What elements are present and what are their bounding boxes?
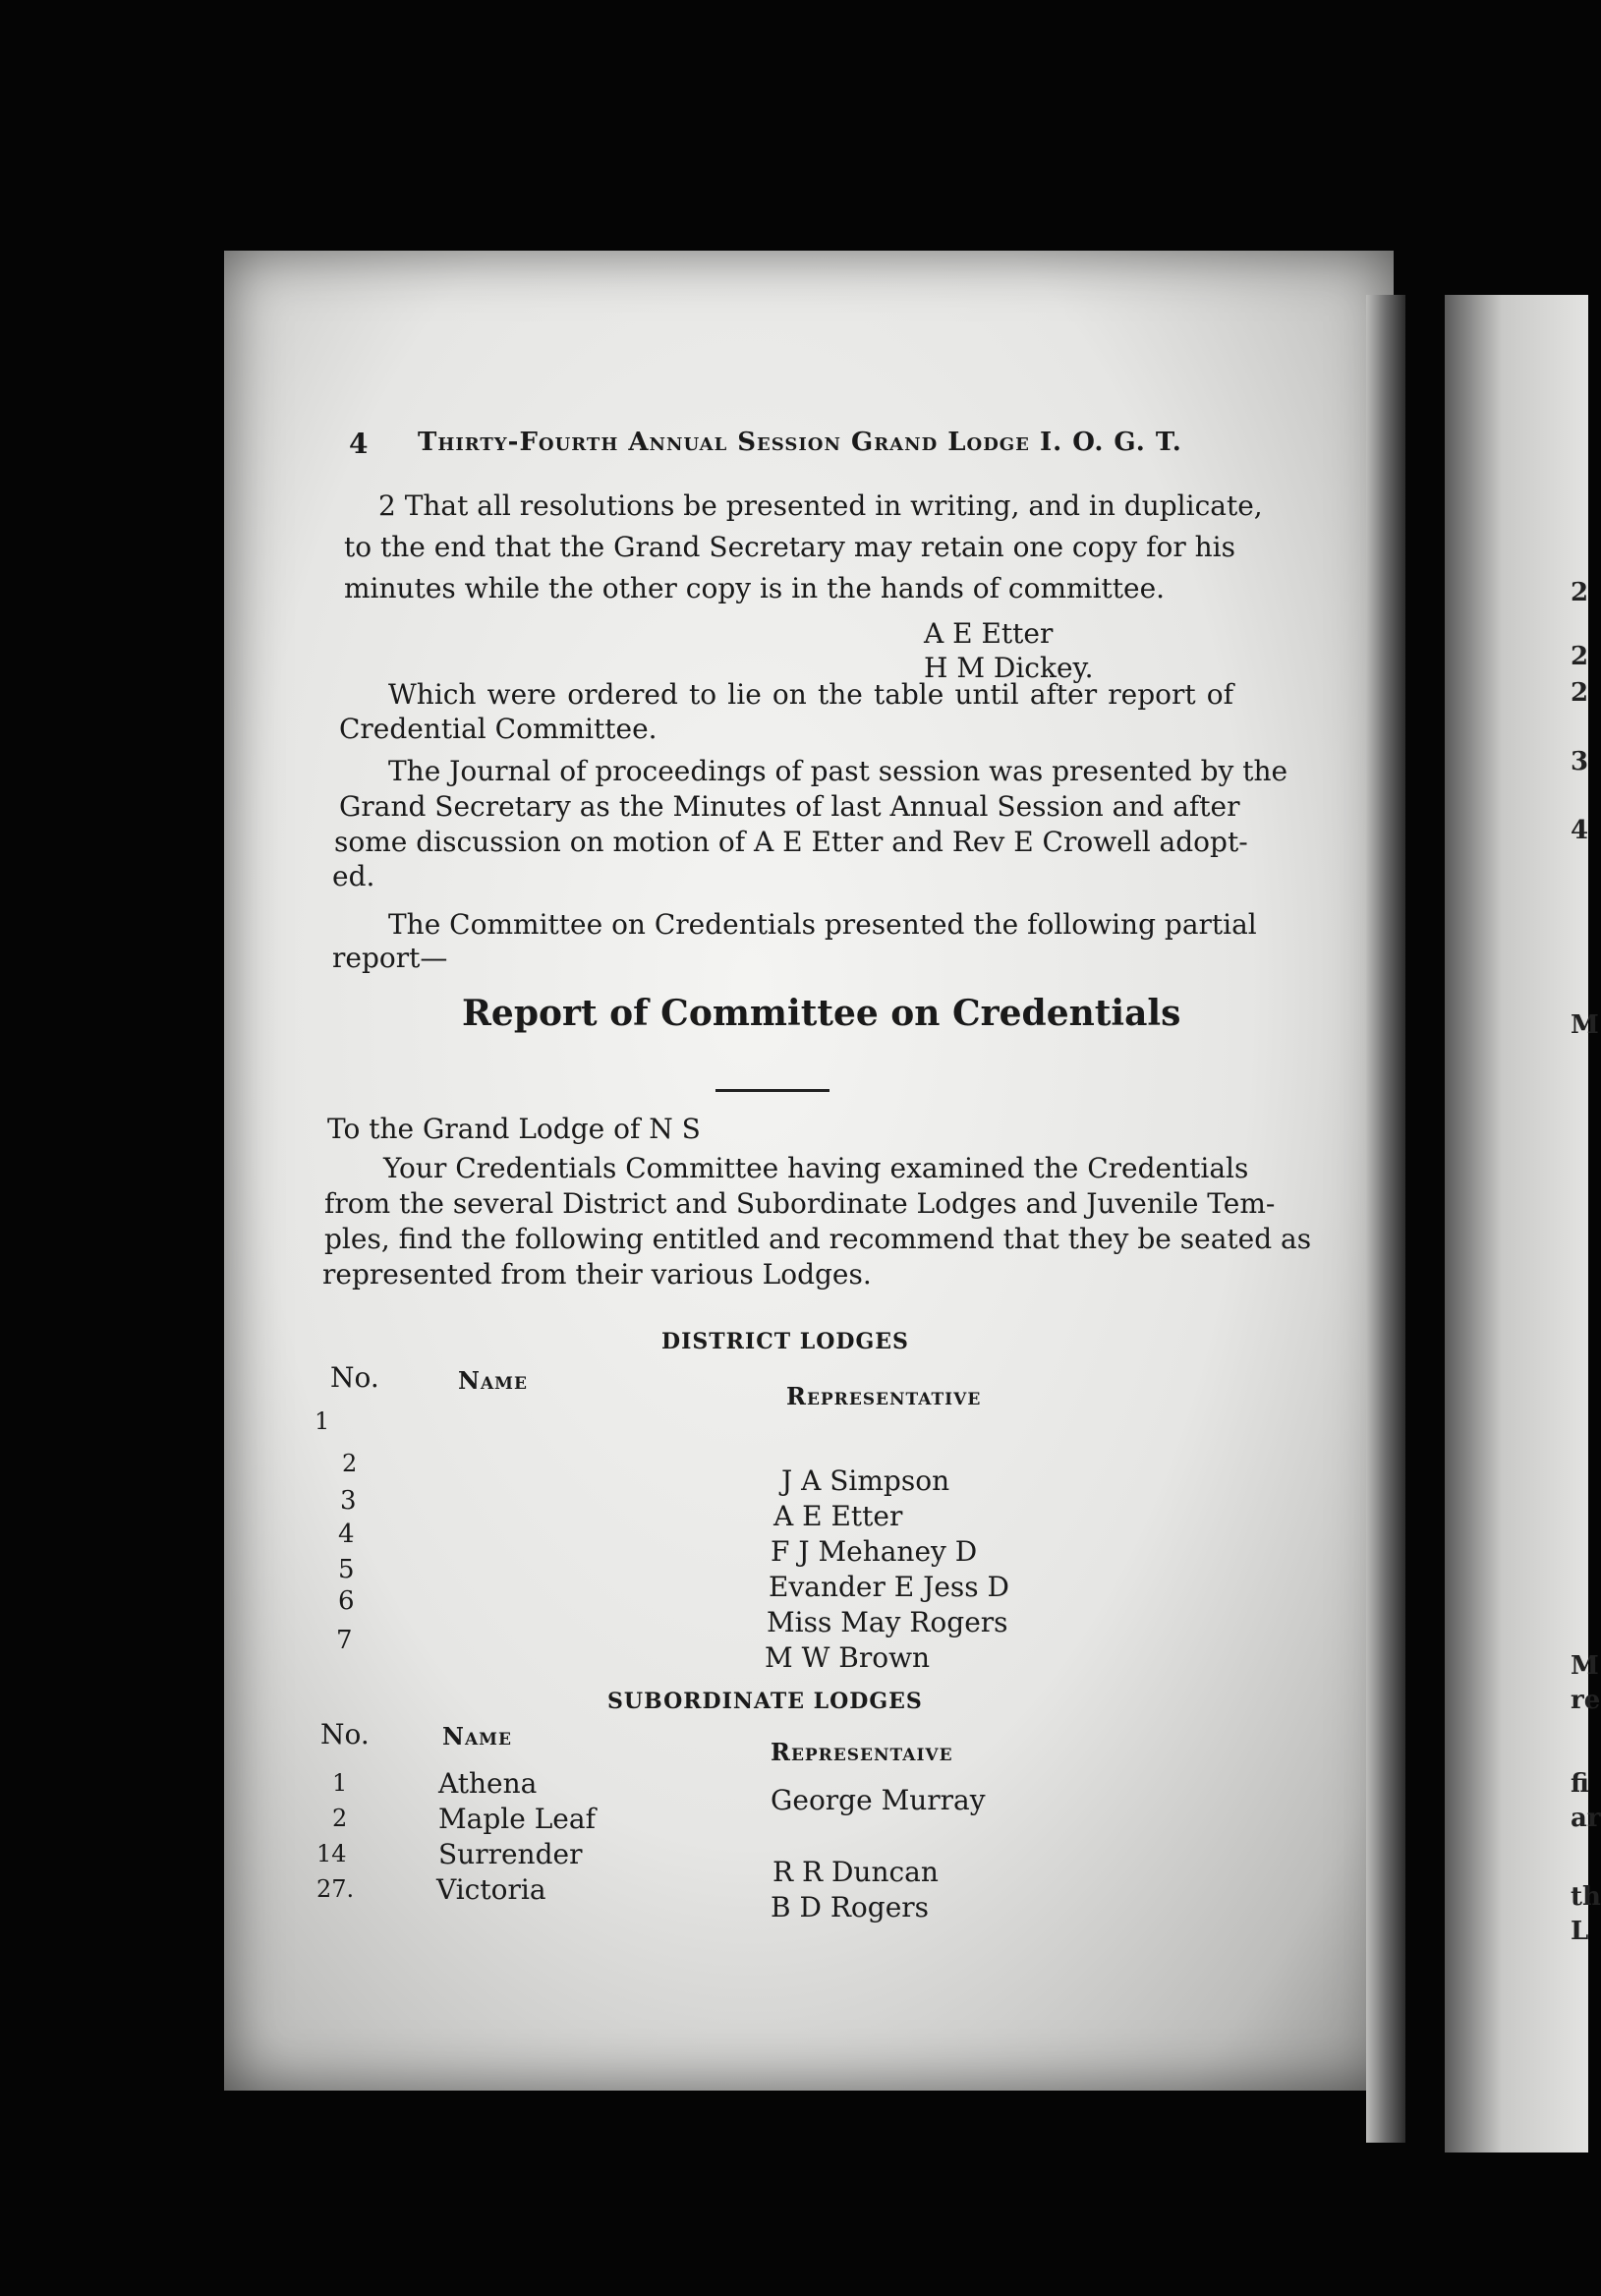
representative-name: J A Simpson [781,1464,950,1497]
column-header-no: No. [330,1361,379,1394]
facing-page-fragment: ar [1571,1804,1601,1833]
running-title: Thirty-Fourth Annual Session Grand Lodge I. O. G. T. [418,428,1182,457]
column-header-representative: Representaive [771,1738,953,1766]
lodge-number: 5 [338,1555,355,1584]
salutation: To the Grand Lodge of N S [327,1113,701,1145]
paragraph-line: Which were ordered to lie on the table until after report of [388,678,1233,711]
lodge-name: Victoria [436,1873,546,1906]
paragraph-line: Grand Secretary as the Minutes of last Annual Session and after [339,790,1240,823]
report-line: represented from their various Lodges. [322,1258,872,1291]
lodge-number: 27. [316,1875,355,1903]
resolution-line: to the end that the Grand Secretary may retain one copy for his [344,531,1235,563]
lodge-number: 2 [342,1450,358,1477]
subordinate-lodges-title: SUBORDINATE LODGES [607,1689,923,1714]
lodge-number: 3 [340,1486,357,1516]
lodge-number: 6 [338,1586,355,1616]
lodge-number: 1 [314,1407,330,1435]
facing-page-fragment: M [1571,1010,1599,1040]
report-line: Your Credentials Committee having examined the Credentials [383,1152,1249,1184]
paragraph-line: The Journal of proceedings of past session was presented by the [388,755,1288,787]
column-header-name: Name [442,1722,512,1751]
facing-page-fragment: th [1571,1882,1601,1912]
representative-name: A E Etter [773,1500,903,1532]
report-line: from the several District and Subordinate Lodges and Juvenile Tem- [324,1187,1276,1220]
lodge-name: Surrender [438,1838,583,1870]
column-header-no: No. [320,1718,370,1751]
column-header-representative: Representative [786,1382,982,1410]
facing-page-fragment: M [1571,1651,1599,1681]
lodge-number: 2 [332,1805,348,1832]
facing-page-fragment: 4 [1571,816,1589,845]
report-line: ples, find the following entitled and recommend that they be seated as [324,1223,1312,1255]
paragraph-line: report— [332,942,448,974]
representative-name: George Murray [771,1784,986,1816]
lodge-number: 1 [332,1769,348,1797]
facing-page-fragment: fi [1571,1769,1589,1799]
facing-page-fragment: 2 [1571,578,1589,607]
representative-name: Evander E Jess D [769,1571,1009,1603]
facing-page-fragment: L [1571,1917,1589,1946]
page-number: 4 [349,428,369,460]
column-header-name: Name [458,1366,528,1395]
facing-page-fragment: 3 [1571,747,1589,776]
representative-name: B D Rogers [771,1891,930,1923]
resolution-line: 2 That all resolutions be presented in writing, and in duplicate, [378,489,1263,522]
paragraph-line: Credential Committee. [339,713,658,745]
representative-name: M W Brown [765,1641,931,1674]
resolution-line: minutes while the other copy is in the hands of committee. [344,572,1166,604]
facing-page-fragment: 2 [1571,642,1589,671]
facing-page-fragment: re [1571,1686,1601,1715]
lodge-name: Maple Leaf [438,1803,596,1835]
paragraph-line: The Committee on Credentials presented the following partial [388,908,1257,941]
paragraph-line: some discussion on motion of A E Etter and Rev E Crowell adopt- [334,826,1248,858]
facing-page-fragment: 2 [1571,678,1589,708]
lodge-number: 14 [316,1840,347,1867]
facing-page [1445,295,1601,2152]
paragraph-line: ed. [332,860,375,892]
signer-name: A E Etter [924,617,1054,650]
signer-name: H M Dickey. [924,652,1094,684]
representative-name: Miss May Rogers [767,1606,1008,1638]
report-heading: Report of Committee on Credentials [462,993,1181,1034]
heading-rule [715,1089,829,1092]
book-gutter [1366,295,1405,2143]
lodge-name: Athena [438,1767,538,1800]
district-lodges-title: DISTRICT LODGES [661,1329,909,1354]
lodge-number: 7 [336,1626,353,1655]
representative-name: R R Duncan [772,1856,939,1888]
lodge-number: 4 [338,1520,355,1549]
representative-name: F J Mehaney D [771,1535,978,1568]
